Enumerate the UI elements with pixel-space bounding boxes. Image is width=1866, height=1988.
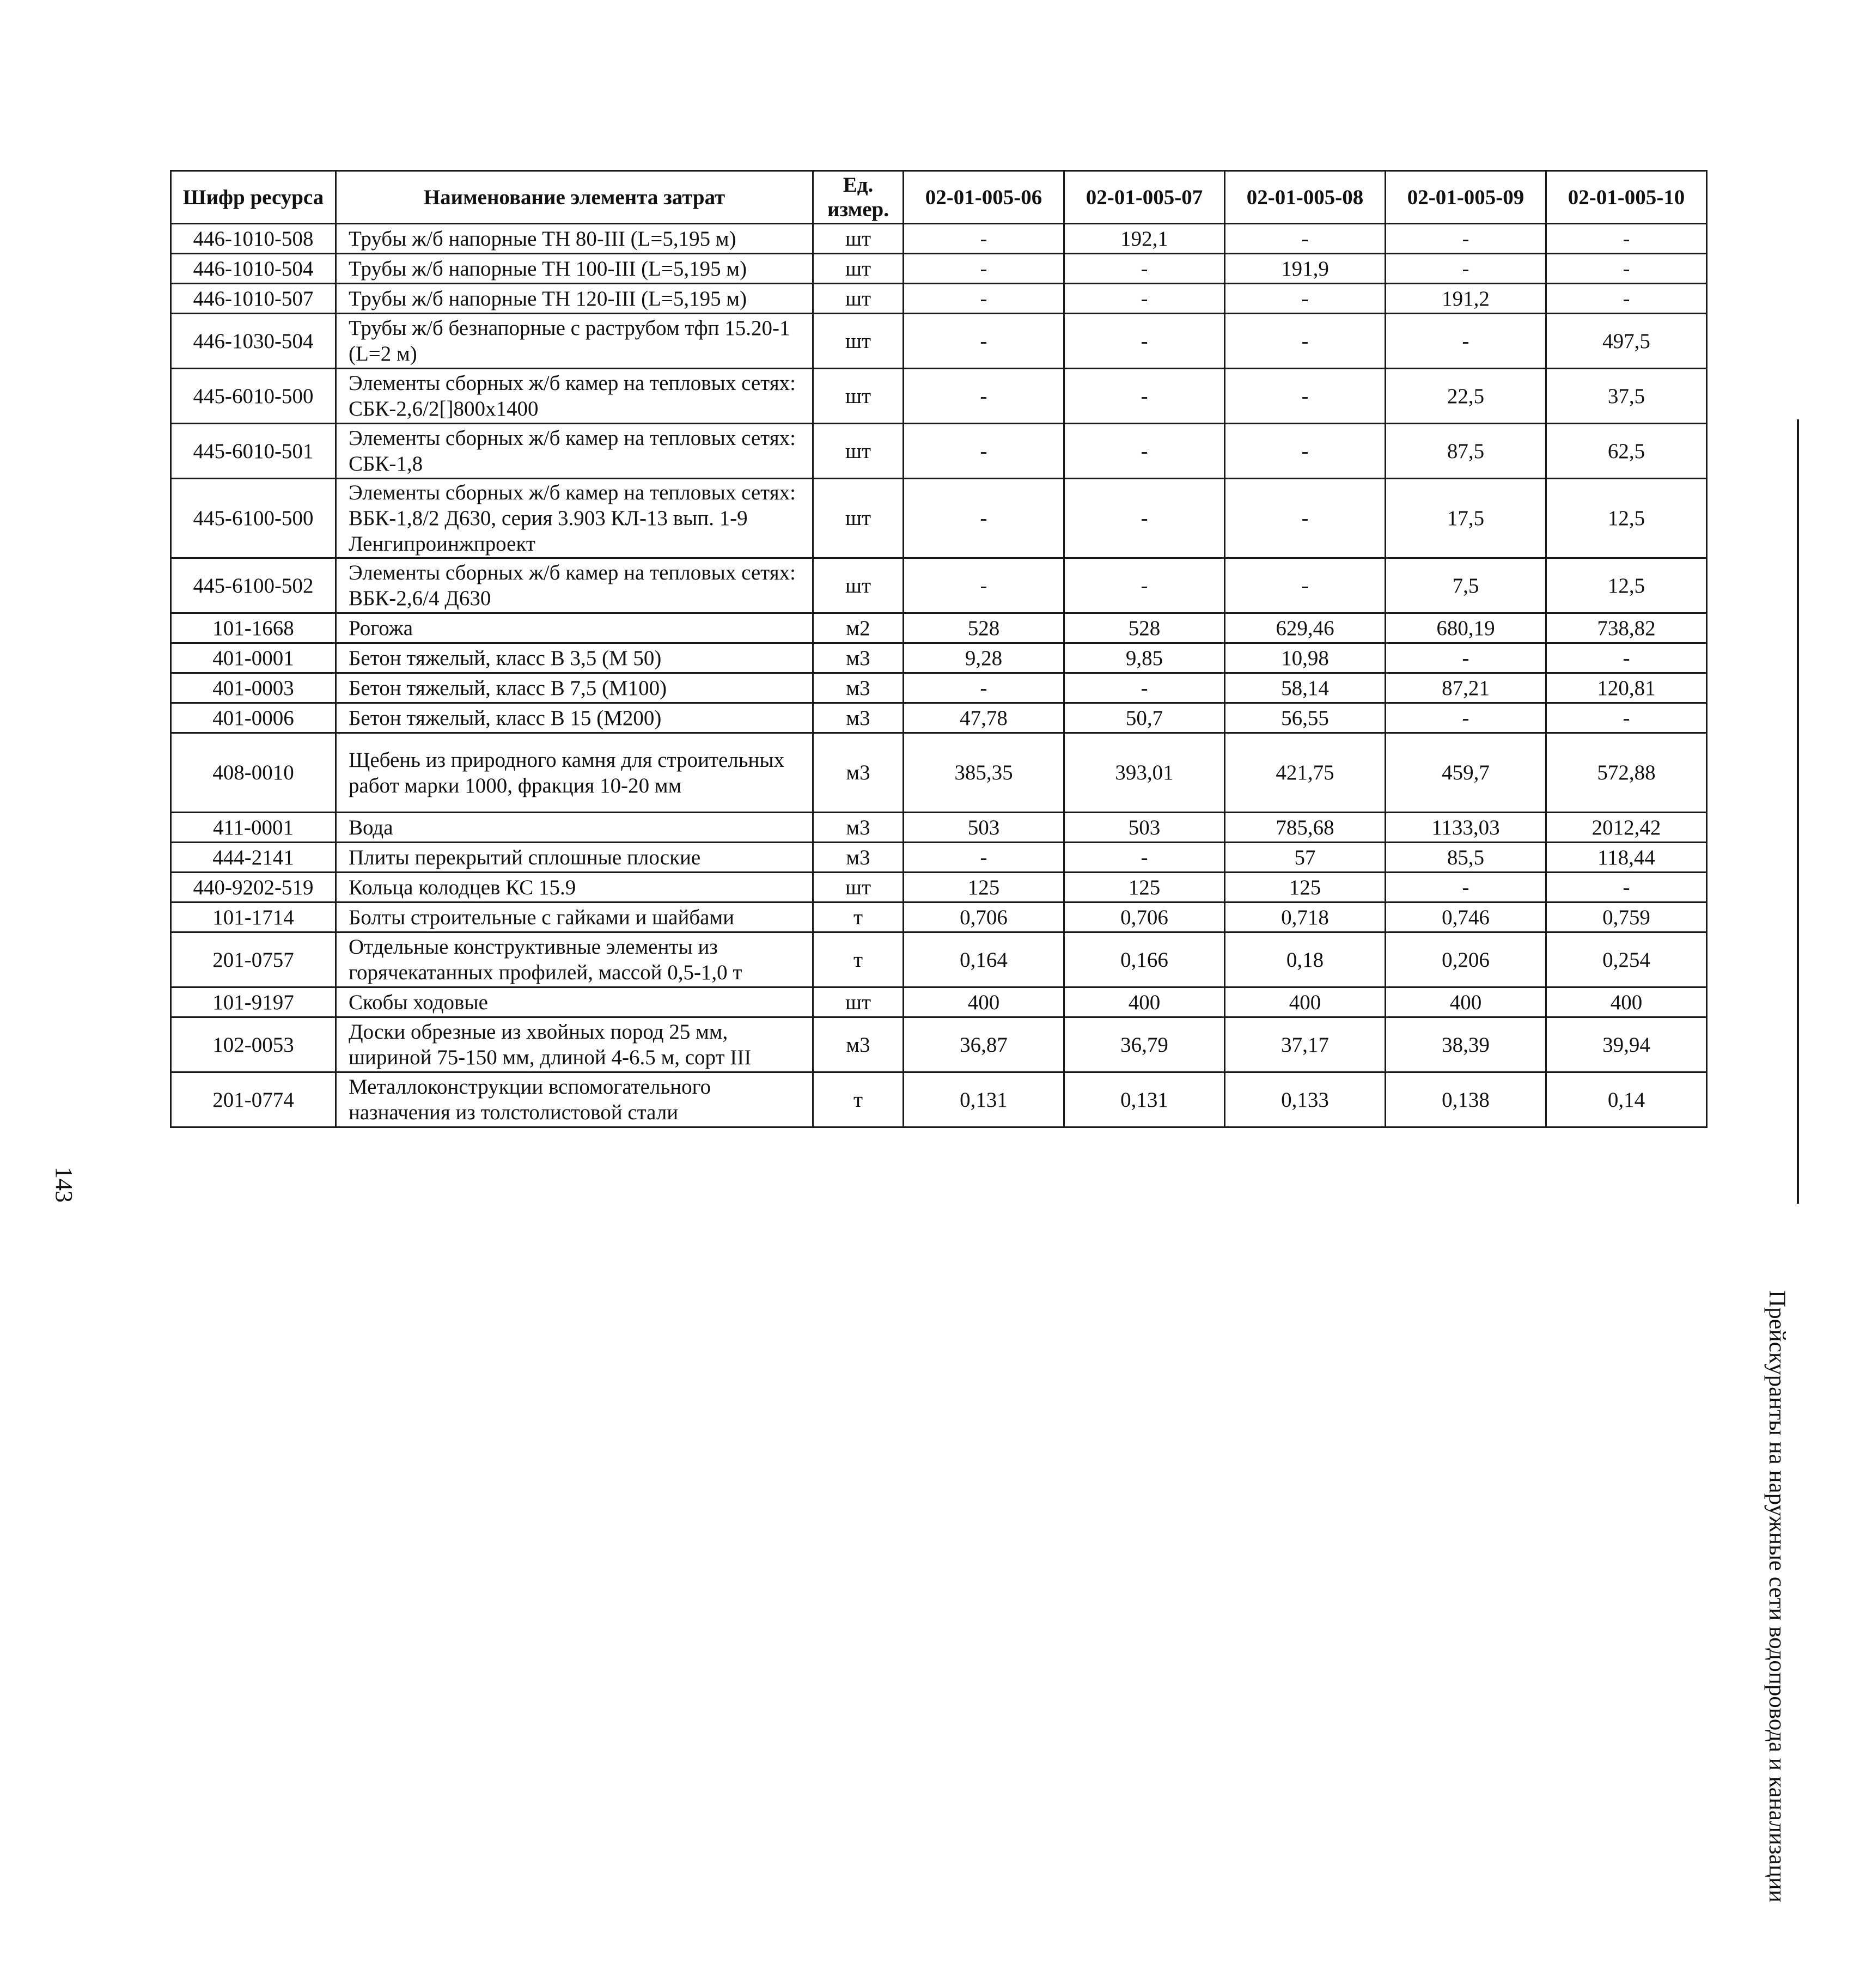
cell-value: - — [1064, 843, 1225, 873]
table-row — [171, 1072, 1707, 1127]
cell-value: 87,21 — [1386, 673, 1546, 703]
header-unit: Ед. измер. — [813, 171, 904, 224]
table-row — [171, 902, 1707, 932]
cell-value: 0,133 — [1225, 1072, 1386, 1127]
cell-value: 87,5 — [1386, 424, 1546, 479]
cell-value: 0,206 — [1386, 932, 1546, 987]
cell-value: 1133,03 — [1386, 813, 1546, 843]
cell-code: 401-0006 — [171, 703, 336, 733]
cell-value: 0,18 — [1225, 932, 1386, 987]
table-body — [171, 224, 1707, 1127]
cell-value: - — [1225, 479, 1386, 558]
cell-value: 0,14 — [1546, 1072, 1707, 1127]
cell-name: Бетон тяжелый, класс В 7,5 (М100) — [336, 673, 813, 703]
cell-unit: м3 — [813, 733, 904, 813]
cell-value: 50,7 — [1064, 703, 1225, 733]
cell-unit: шт — [813, 224, 904, 254]
cell-value: 37,5 — [1546, 369, 1707, 424]
cell-code: 102-0053 — [171, 1017, 336, 1072]
cell-value: 0,706 — [904, 902, 1064, 932]
cell-value: 497,5 — [1546, 314, 1707, 369]
cell-code: 445-6010-500 — [171, 369, 336, 424]
cell-code: 445-6100-502 — [171, 558, 336, 613]
cell-value: 0,759 — [1546, 902, 1707, 932]
cell-value: 0,166 — [1064, 932, 1225, 987]
cell-unit: шт — [813, 558, 904, 613]
cell-value: 125 — [1064, 873, 1225, 902]
cell-value: - — [1064, 314, 1225, 369]
cell-unit: м3 — [813, 1017, 904, 1072]
cell-value: - — [1546, 254, 1707, 284]
cell-value: - — [904, 843, 1064, 873]
cell-value: 0,138 — [1386, 1072, 1546, 1127]
cell-value: 58,14 — [1225, 673, 1386, 703]
header-col-3: 02-01-005-08 — [1225, 171, 1386, 224]
cell-value: 17,5 — [1386, 479, 1546, 558]
cell-code: 445-6010-501 — [171, 424, 336, 479]
cell-unit: м3 — [813, 643, 904, 673]
cell-value: - — [1225, 284, 1386, 314]
cell-value: - — [1386, 643, 1546, 673]
header-col-4: 02-01-005-09 — [1386, 171, 1546, 224]
cell-name: Бетон тяжелый, класс В 3,5 (М 50) — [336, 643, 813, 673]
cell-value: 680,19 — [1386, 613, 1546, 643]
cell-value: - — [1546, 284, 1707, 314]
cell-code: 101-1714 — [171, 902, 336, 932]
cell-code: 446-1010-504 — [171, 254, 336, 284]
cell-value: 191,2 — [1386, 284, 1546, 314]
cell-value: - — [1064, 254, 1225, 284]
cell-value: 36,87 — [904, 1017, 1064, 1072]
cell-unit: шт — [813, 284, 904, 314]
cell-value: 47,78 — [904, 703, 1064, 733]
cell-value: - — [1386, 873, 1546, 902]
cell-value: 191,9 — [1225, 254, 1386, 284]
cell-value: 118,44 — [1546, 843, 1707, 873]
cell-value: 0,746 — [1386, 902, 1546, 932]
cell-name: Элементы сборных ж/б камер на тепловых сетях: ВБК-1,8/2 Д630, серия 3.903 КЛ-13 вып. 1-9 Ленгипроинжпроект — [336, 479, 813, 558]
cell-unit: м3 — [813, 673, 904, 703]
cell-unit: шт — [813, 254, 904, 284]
cell-value: 572,88 — [1546, 733, 1707, 813]
cell-value: 400 — [1386, 987, 1546, 1017]
cell-value: - — [1386, 703, 1546, 733]
table-row — [171, 424, 1707, 479]
cell-name: Трубы ж/б напорные ТН 100-III (L=5,195 м) — [336, 254, 813, 284]
cell-unit: шт — [813, 369, 904, 424]
table-row — [171, 284, 1707, 314]
table-row — [171, 254, 1707, 284]
cell-value: 0,131 — [1064, 1072, 1225, 1127]
cell-value: 785,68 — [1225, 813, 1386, 843]
cell-value: - — [1064, 369, 1225, 424]
cell-name: Трубы ж/б безнапорные с раструбом тфп 15.20-1 (L=2 м) — [336, 314, 813, 369]
cell-value: - — [1064, 673, 1225, 703]
cell-value: 0,254 — [1546, 932, 1707, 987]
cell-value: 0,718 — [1225, 902, 1386, 932]
cell-value: 400 — [1064, 987, 1225, 1017]
cell-value: 2012,42 — [1546, 813, 1707, 843]
cell-name: Элементы сборных ж/б камер на тепловых сетях: ВБК-2,6/4 Д630 — [336, 558, 813, 613]
cell-value: 393,01 — [1064, 733, 1225, 813]
cell-value: - — [1386, 224, 1546, 254]
cell-unit: т — [813, 902, 904, 932]
cell-unit: м3 — [813, 813, 904, 843]
cell-value: - — [904, 424, 1064, 479]
cell-value: 528 — [904, 613, 1064, 643]
cell-value: - — [1546, 643, 1707, 673]
cell-value: - — [1225, 369, 1386, 424]
header-name: Наименование элемента затрат — [336, 171, 813, 224]
cell-unit: шт — [813, 479, 904, 558]
cell-value: 503 — [1064, 813, 1225, 843]
cell-value: 10,98 — [1225, 643, 1386, 673]
cell-name: Трубы ж/б напорные ТН 80-III (L=5,195 м) — [336, 224, 813, 254]
cell-value: 192,1 — [1064, 224, 1225, 254]
cell-value: 36,79 — [1064, 1017, 1225, 1072]
page-number: 143 — [51, 1167, 77, 1203]
cell-value: 120,81 — [1546, 673, 1707, 703]
cell-name: Металлоконструкции вспомогательного назначения из толстолистовой стали — [336, 1072, 813, 1127]
cell-value: 12,5 — [1546, 558, 1707, 613]
cell-value: 0,131 — [904, 1072, 1064, 1127]
table-row — [171, 1017, 1707, 1072]
table-row — [171, 369, 1707, 424]
cell-value: - — [904, 369, 1064, 424]
cell-value: 56,55 — [1225, 703, 1386, 733]
cell-code: 201-0757 — [171, 932, 336, 987]
header-col-2: 02-01-005-07 — [1064, 171, 1225, 224]
table-row — [171, 873, 1707, 902]
cell-unit: м2 — [813, 613, 904, 643]
table-row — [171, 813, 1707, 843]
cell-code: 446-1030-504 — [171, 314, 336, 369]
table-row — [171, 703, 1707, 733]
cell-unit: шт — [813, 314, 904, 369]
cell-name: Отдельные конструктивные элементы из горячекатанных профилей, массой 0,5-1,0 т — [336, 932, 813, 987]
cell-name: Доски обрезные из хвойных пород 25 мм, шириной 75-150 мм, длиной 4-6.5 м, сорт III — [336, 1017, 813, 1072]
cell-value: - — [1546, 224, 1707, 254]
cell-name: Скобы ходовые — [336, 987, 813, 1017]
cell-value: 12,5 — [1546, 479, 1707, 558]
cell-value: 400 — [1225, 987, 1386, 1017]
cell-value: - — [1225, 558, 1386, 613]
cell-value: - — [1064, 558, 1225, 613]
cell-unit: шт — [813, 873, 904, 902]
cell-value: - — [1225, 224, 1386, 254]
cell-value: 503 — [904, 813, 1064, 843]
cell-value: - — [1064, 424, 1225, 479]
table-row — [171, 558, 1707, 613]
table-header-row — [171, 171, 1707, 224]
cell-value: - — [904, 314, 1064, 369]
cell-name: Бетон тяжелый, класс В 15 (М200) — [336, 703, 813, 733]
cell-code: 101-9197 — [171, 987, 336, 1017]
cell-value: 400 — [1546, 987, 1707, 1017]
cell-name: Щебень из природного камня для строительных работ марки 1000, фракция 10-20 мм — [336, 733, 813, 813]
cell-code: 101-1668 — [171, 613, 336, 643]
cell-name: Элементы сборных ж/б камер на тепловых сетях: СБК-1,8 — [336, 424, 813, 479]
cell-value: 421,75 — [1225, 733, 1386, 813]
cell-value: - — [904, 284, 1064, 314]
cell-value: 57 — [1225, 843, 1386, 873]
cell-value: 629,46 — [1225, 613, 1386, 643]
header-col-1: 02-01-005-06 — [904, 171, 1064, 224]
table-row — [171, 479, 1707, 558]
cell-value: 38,39 — [1386, 1017, 1546, 1072]
cell-value: - — [1386, 254, 1546, 284]
side-rule — [1797, 419, 1799, 1204]
cell-code: 411-0001 — [171, 813, 336, 843]
cell-value: - — [904, 254, 1064, 284]
cell-value: 85,5 — [1386, 843, 1546, 873]
table-row — [171, 613, 1707, 643]
table-row — [171, 843, 1707, 873]
cell-value: 0,706 — [1064, 902, 1225, 932]
cell-code: 201-0774 — [171, 1072, 336, 1127]
cost-elements-table — [170, 170, 1708, 1128]
table-row — [171, 733, 1707, 813]
cell-value: - — [1225, 314, 1386, 369]
table-row — [171, 673, 1707, 703]
cell-value: 528 — [1064, 613, 1225, 643]
cell-value: - — [1064, 284, 1225, 314]
cell-value: - — [904, 479, 1064, 558]
cell-code: 444-2141 — [171, 843, 336, 873]
cell-value: 385,35 — [904, 733, 1064, 813]
header-col-5: 02-01-005-10 — [1546, 171, 1707, 224]
cell-code: 445-6100-500 — [171, 479, 336, 558]
cell-unit: м3 — [813, 843, 904, 873]
cell-value: - — [904, 673, 1064, 703]
side-title: Прейскуранты на наружные сети водопровода и канализации — [1764, 1290, 1790, 1902]
cell-value: 738,82 — [1546, 613, 1707, 643]
cost-table-wrapper — [170, 170, 1708, 1128]
cell-value: 400 — [904, 987, 1064, 1017]
cell-value: 39,94 — [1546, 1017, 1707, 1072]
cell-code: 446-1010-508 — [171, 224, 336, 254]
cell-value: 125 — [904, 873, 1064, 902]
cell-value: 22,5 — [1386, 369, 1546, 424]
cell-code: 408-0010 — [171, 733, 336, 813]
cell-value: 37,17 — [1225, 1017, 1386, 1072]
cell-value: - — [1546, 703, 1707, 733]
cell-name: Кольца колодцев КС 15.9 — [336, 873, 813, 902]
cell-value: - — [904, 558, 1064, 613]
cell-value: - — [1386, 314, 1546, 369]
cell-value: - — [1546, 873, 1707, 902]
cell-value: - — [904, 224, 1064, 254]
table-row — [171, 932, 1707, 987]
cell-code: 401-0003 — [171, 673, 336, 703]
cell-value: 0,164 — [904, 932, 1064, 987]
cell-name: Вода — [336, 813, 813, 843]
table-row — [171, 224, 1707, 254]
cell-unit: м3 — [813, 703, 904, 733]
cell-value: 9,28 — [904, 643, 1064, 673]
cell-unit: шт — [813, 987, 904, 1017]
cell-name: Трубы ж/б напорные ТН 120-III (L=5,195 м) — [336, 284, 813, 314]
cell-value: 125 — [1225, 873, 1386, 902]
header-code: Шифр ресурса — [171, 171, 336, 224]
cell-value: 7,5 — [1386, 558, 1546, 613]
cell-name: Рогожа — [336, 613, 813, 643]
cell-unit: т — [813, 932, 904, 987]
cell-value: 459,7 — [1386, 733, 1546, 813]
cell-code: 440-9202-519 — [171, 873, 336, 902]
table-row — [171, 314, 1707, 369]
cell-name: Болты строительные с гайками и шайбами — [336, 902, 813, 932]
cell-code: 401-0001 — [171, 643, 336, 673]
cell-value: - — [1225, 424, 1386, 479]
cell-value: - — [1064, 479, 1225, 558]
cell-unit: шт — [813, 424, 904, 479]
cell-value: 62,5 — [1546, 424, 1707, 479]
cell-code: 446-1010-507 — [171, 284, 336, 314]
table-row — [171, 643, 1707, 673]
cell-value: 9,85 — [1064, 643, 1225, 673]
cell-name: Элементы сборных ж/б камер на тепловых сетях: СБК-2,6/2[]800х1400 — [336, 369, 813, 424]
cell-name: Плиты перекрытий сплошные плоские — [336, 843, 813, 873]
table-row — [171, 987, 1707, 1017]
cell-unit: т — [813, 1072, 904, 1127]
